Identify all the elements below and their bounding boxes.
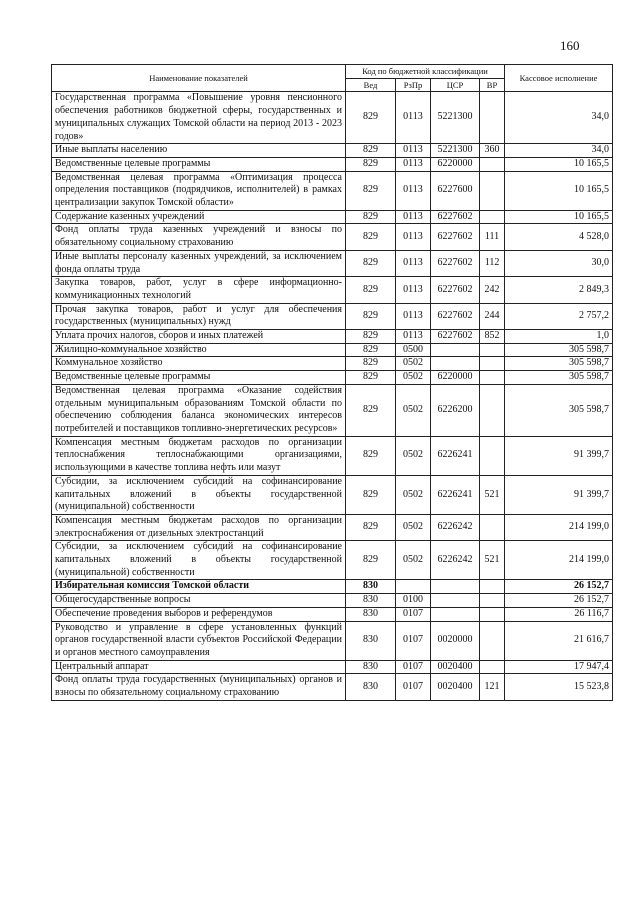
row-name: Ведомственная целевая программа «Оказание содействия отдельным муниципальным образованиям Томской области по обеспечению соблюдения баланса экономических интересов потребителей и поставщиков топливно-энергетических ресурсов»: [52, 384, 346, 436]
row-amount: 26 116,7: [505, 607, 613, 621]
row-ved-code: 830: [346, 594, 396, 608]
row-vr-code: 242: [480, 277, 505, 303]
row-amount: 91 399,7: [505, 436, 613, 475]
row-rzpr-code: 0113: [396, 330, 431, 344]
table-row: [52, 224, 613, 250]
row-ved-code: 830: [346, 660, 396, 674]
row-name: Государственная программа «Повышение уровня пенсионного обеспечения работников бюджетной сферы, государственных и муниципальных служащих Томской области на период 2013 - 2023 годов»: [52, 92, 346, 144]
row-csr-code: 6227602: [431, 250, 480, 276]
table-row: [52, 580, 613, 594]
row-ved-code: 829: [346, 541, 396, 580]
row-vr-code: 360: [480, 144, 505, 158]
row-vr-code: [480, 384, 505, 436]
row-rzpr-code: 0502: [396, 384, 431, 436]
row-vr-code: [480, 157, 505, 171]
row-ved-code: 829: [346, 330, 396, 344]
row-vr-code: [480, 92, 505, 144]
row-ved-code: 829: [346, 475, 396, 514]
row-csr-code: [431, 594, 480, 608]
row-name: Обеспечение проведения выборов и референдумов: [52, 607, 346, 621]
row-vr-code: [480, 621, 505, 660]
row-csr-code: 6227602: [431, 330, 480, 344]
row-name: Компенсация местным бюджетам расходов по организации теплоснабжения теплоснабжающими организациями, использующими в качестве топлива нефть или мазут: [52, 436, 346, 475]
row-amount: 4 528,0: [505, 224, 613, 250]
row-ved-code: 830: [346, 607, 396, 621]
row-amount: 10 165,5: [505, 210, 613, 224]
table-header: [52, 65, 613, 92]
row-ved-code: 829: [346, 144, 396, 158]
table-row: [52, 303, 613, 329]
table-body: [52, 92, 613, 700]
row-rzpr-code: 0502: [396, 514, 431, 540]
row-ved-code: 830: [346, 621, 396, 660]
header-vr: ВР: [480, 78, 505, 92]
row-vr-code: [480, 580, 505, 594]
row-amount: 34,0: [505, 92, 613, 144]
row-csr-code: 0020000: [431, 621, 480, 660]
table-row: [52, 384, 613, 436]
row-csr-code: [431, 357, 480, 371]
row-amount: 10 165,5: [505, 157, 613, 171]
row-amount: 26 152,7: [505, 594, 613, 608]
row-vr-code: 244: [480, 303, 505, 329]
row-csr-code: 6227600: [431, 171, 480, 210]
row-amount: 305 598,7: [505, 384, 613, 436]
row-name: Закупка товаров, работ, услуг в сфере информационно-коммуникационных технологий: [52, 277, 346, 303]
row-csr-code: [431, 343, 480, 357]
row-rzpr-code: 0113: [396, 157, 431, 171]
table-row: [52, 157, 613, 171]
row-ved-code: 830: [346, 580, 396, 594]
row-rzpr-code: [396, 580, 431, 594]
row-rzpr-code: 0107: [396, 660, 431, 674]
row-ved-code: 829: [346, 384, 396, 436]
row-rzpr-code: 0107: [396, 621, 431, 660]
row-amount: 26 152,7: [505, 580, 613, 594]
row-csr-code: [431, 580, 480, 594]
table-row: [52, 607, 613, 621]
table-row: [52, 660, 613, 674]
table-row: [52, 371, 613, 385]
row-csr-code: 6227602: [431, 277, 480, 303]
table-row: [52, 144, 613, 158]
row-ved-code: 829: [346, 514, 396, 540]
table-row: [52, 541, 613, 580]
row-amount: 214 199,0: [505, 541, 613, 580]
row-ved-code: 829: [346, 224, 396, 250]
row-csr-code: 6226242: [431, 514, 480, 540]
row-name: Прочая закупка товаров, работ и услуг для обеспечения государственных (муниципальных) нужд: [52, 303, 346, 329]
row-rzpr-code: 0113: [396, 277, 431, 303]
row-vr-code: 521: [480, 475, 505, 514]
budget-execution-table: [51, 64, 613, 701]
row-amount: 214 199,0: [505, 514, 613, 540]
row-rzpr-code: 0502: [396, 475, 431, 514]
row-csr-code: 6227602: [431, 303, 480, 329]
row-name: Уплата прочих налогов, сборов и иных платежей: [52, 330, 346, 344]
row-ved-code: 830: [346, 674, 396, 700]
row-rzpr-code: 0502: [396, 541, 431, 580]
row-amount: 305 598,7: [505, 371, 613, 385]
row-amount: 15 523,8: [505, 674, 613, 700]
row-ved-code: 829: [346, 436, 396, 475]
row-amount: 17 947,4: [505, 660, 613, 674]
row-amount: 30,0: [505, 250, 613, 276]
row-amount: 2 849,3: [505, 277, 613, 303]
header-execution: Кассовое исполнение: [505, 65, 613, 92]
table-row: [52, 514, 613, 540]
row-csr-code: 6220000: [431, 371, 480, 385]
row-name: Коммунальное хозяйство: [52, 357, 346, 371]
row-name: Жилищно-коммунальное хозяйство: [52, 343, 346, 357]
row-vr-code: [480, 371, 505, 385]
table-row: [52, 92, 613, 144]
table-row: [52, 674, 613, 700]
row-name: Фонд оплаты труда государственных (муниципальных) органов и взносы по обязательному социальному страхованию: [52, 674, 346, 700]
page-number: 160: [560, 38, 580, 53]
row-rzpr-code: 0500: [396, 343, 431, 357]
row-rzpr-code: 0113: [396, 171, 431, 210]
row-name: Общегосударственные вопросы: [52, 594, 346, 608]
row-name: Ведомственная целевая программа «Оптимизация процесса определения поставщиков (подрядчиков, исполнителей) в рамках централизации закупок Томской области»: [52, 171, 346, 210]
row-amount: 305 598,7: [505, 357, 613, 371]
header-code-group: Код по бюджетной классификации: [346, 65, 505, 79]
table-row: [52, 436, 613, 475]
row-rzpr-code: 0113: [396, 224, 431, 250]
row-name: Иные выплаты персоналу казенных учреждений, за исключением фонда оплаты труда: [52, 250, 346, 276]
row-csr-code: 0020400: [431, 674, 480, 700]
header-name: Наименование показателей: [52, 65, 346, 92]
row-name: Избирательная комиссия Томской области: [52, 580, 346, 594]
row-ved-code: 829: [346, 210, 396, 224]
row-ved-code: 829: [346, 343, 396, 357]
row-csr-code: 6226200: [431, 384, 480, 436]
table-row: [52, 621, 613, 660]
row-vr-code: 521: [480, 541, 505, 580]
row-vr-code: 112: [480, 250, 505, 276]
row-csr-code: 6227602: [431, 210, 480, 224]
row-name: Руководство и управление в сфере установленных функций органов государственной власти субъектов Российской Федерации и органов местного самоуправления: [52, 621, 346, 660]
row-ved-code: 829: [346, 171, 396, 210]
row-name: Иные выплаты населению: [52, 144, 346, 158]
row-vr-code: 852: [480, 330, 505, 344]
row-name: Ведомственные целевые программы: [52, 157, 346, 171]
row-name: Субсидии, за исключением субсидий на софинансирование капитальных вложений в объекты государственной (муниципальной) собственности: [52, 475, 346, 514]
row-ved-code: 829: [346, 371, 396, 385]
row-rzpr-code: 0113: [396, 144, 431, 158]
table-row: [52, 277, 613, 303]
row-rzpr-code: 0107: [396, 674, 431, 700]
row-csr-code: 0020400: [431, 660, 480, 674]
header-csr: ЦСР: [431, 78, 480, 92]
row-rzpr-code: 0113: [396, 210, 431, 224]
row-ved-code: 829: [346, 250, 396, 276]
row-vr-code: 111: [480, 224, 505, 250]
row-amount: 10 165,5: [505, 171, 613, 210]
row-amount: 2 757,2: [505, 303, 613, 329]
row-csr-code: 6227602: [431, 224, 480, 250]
row-vr-code: [480, 514, 505, 540]
row-ved-code: 829: [346, 303, 396, 329]
row-ved-code: 829: [346, 277, 396, 303]
row-ved-code: 829: [346, 357, 396, 371]
table-row: [52, 357, 613, 371]
row-csr-code: [431, 607, 480, 621]
row-vr-code: [480, 210, 505, 224]
header-ved: Вед: [346, 78, 396, 92]
row-rzpr-code: 0113: [396, 303, 431, 329]
table-row: [52, 475, 613, 514]
row-csr-code: 6226241: [431, 436, 480, 475]
row-rzpr-code: 0502: [396, 436, 431, 475]
row-name: Компенсация местным бюджетам расходов по организации электроснабжения от дизельных электростанций: [52, 514, 346, 540]
row-rzpr-code: 0100: [396, 594, 431, 608]
row-rzpr-code: 0502: [396, 357, 431, 371]
row-rzpr-code: 0502: [396, 371, 431, 385]
row-vr-code: [480, 357, 505, 371]
row-ved-code: 829: [346, 92, 396, 144]
table-row: [52, 330, 613, 344]
row-amount: 21 616,7: [505, 621, 613, 660]
row-name: Содержание казенных учреждений: [52, 210, 346, 224]
row-vr-code: [480, 343, 505, 357]
row-vr-code: [480, 171, 505, 210]
row-amount: 34,0: [505, 144, 613, 158]
table-row: [52, 594, 613, 608]
table-row: [52, 171, 613, 210]
row-amount: 91 399,7: [505, 475, 613, 514]
row-vr-code: [480, 660, 505, 674]
row-rzpr-code: 0107: [396, 607, 431, 621]
row-amount: 1,0: [505, 330, 613, 344]
row-amount: 305 598,7: [505, 343, 613, 357]
row-vr-code: [480, 436, 505, 475]
table-row: [52, 210, 613, 224]
row-csr-code: 6226241: [431, 475, 480, 514]
row-vr-code: [480, 607, 505, 621]
row-rzpr-code: 0113: [396, 250, 431, 276]
row-csr-code: 5221300: [431, 92, 480, 144]
row-csr-code: 6220000: [431, 157, 480, 171]
row-name: Ведомственные целевые программы: [52, 371, 346, 385]
row-rzpr-code: 0113: [396, 92, 431, 144]
row-csr-code: 5221300: [431, 144, 480, 158]
row-ved-code: 829: [346, 157, 396, 171]
row-vr-code: 121: [480, 674, 505, 700]
row-name: Субсидии, за исключением субсидий на софинансирование капитальных вложений в объекты государственной (муниципальной) собственности: [52, 541, 346, 580]
row-name: Фонд оплаты труда казенных учреждений и взносы по обязательному социальному страхованию: [52, 224, 346, 250]
header-rzpr: РзПр: [396, 78, 431, 92]
row-csr-code: 6226242: [431, 541, 480, 580]
table-row: [52, 343, 613, 357]
table-row: [52, 250, 613, 276]
row-vr-code: [480, 594, 505, 608]
row-name: Центральный аппарат: [52, 660, 346, 674]
